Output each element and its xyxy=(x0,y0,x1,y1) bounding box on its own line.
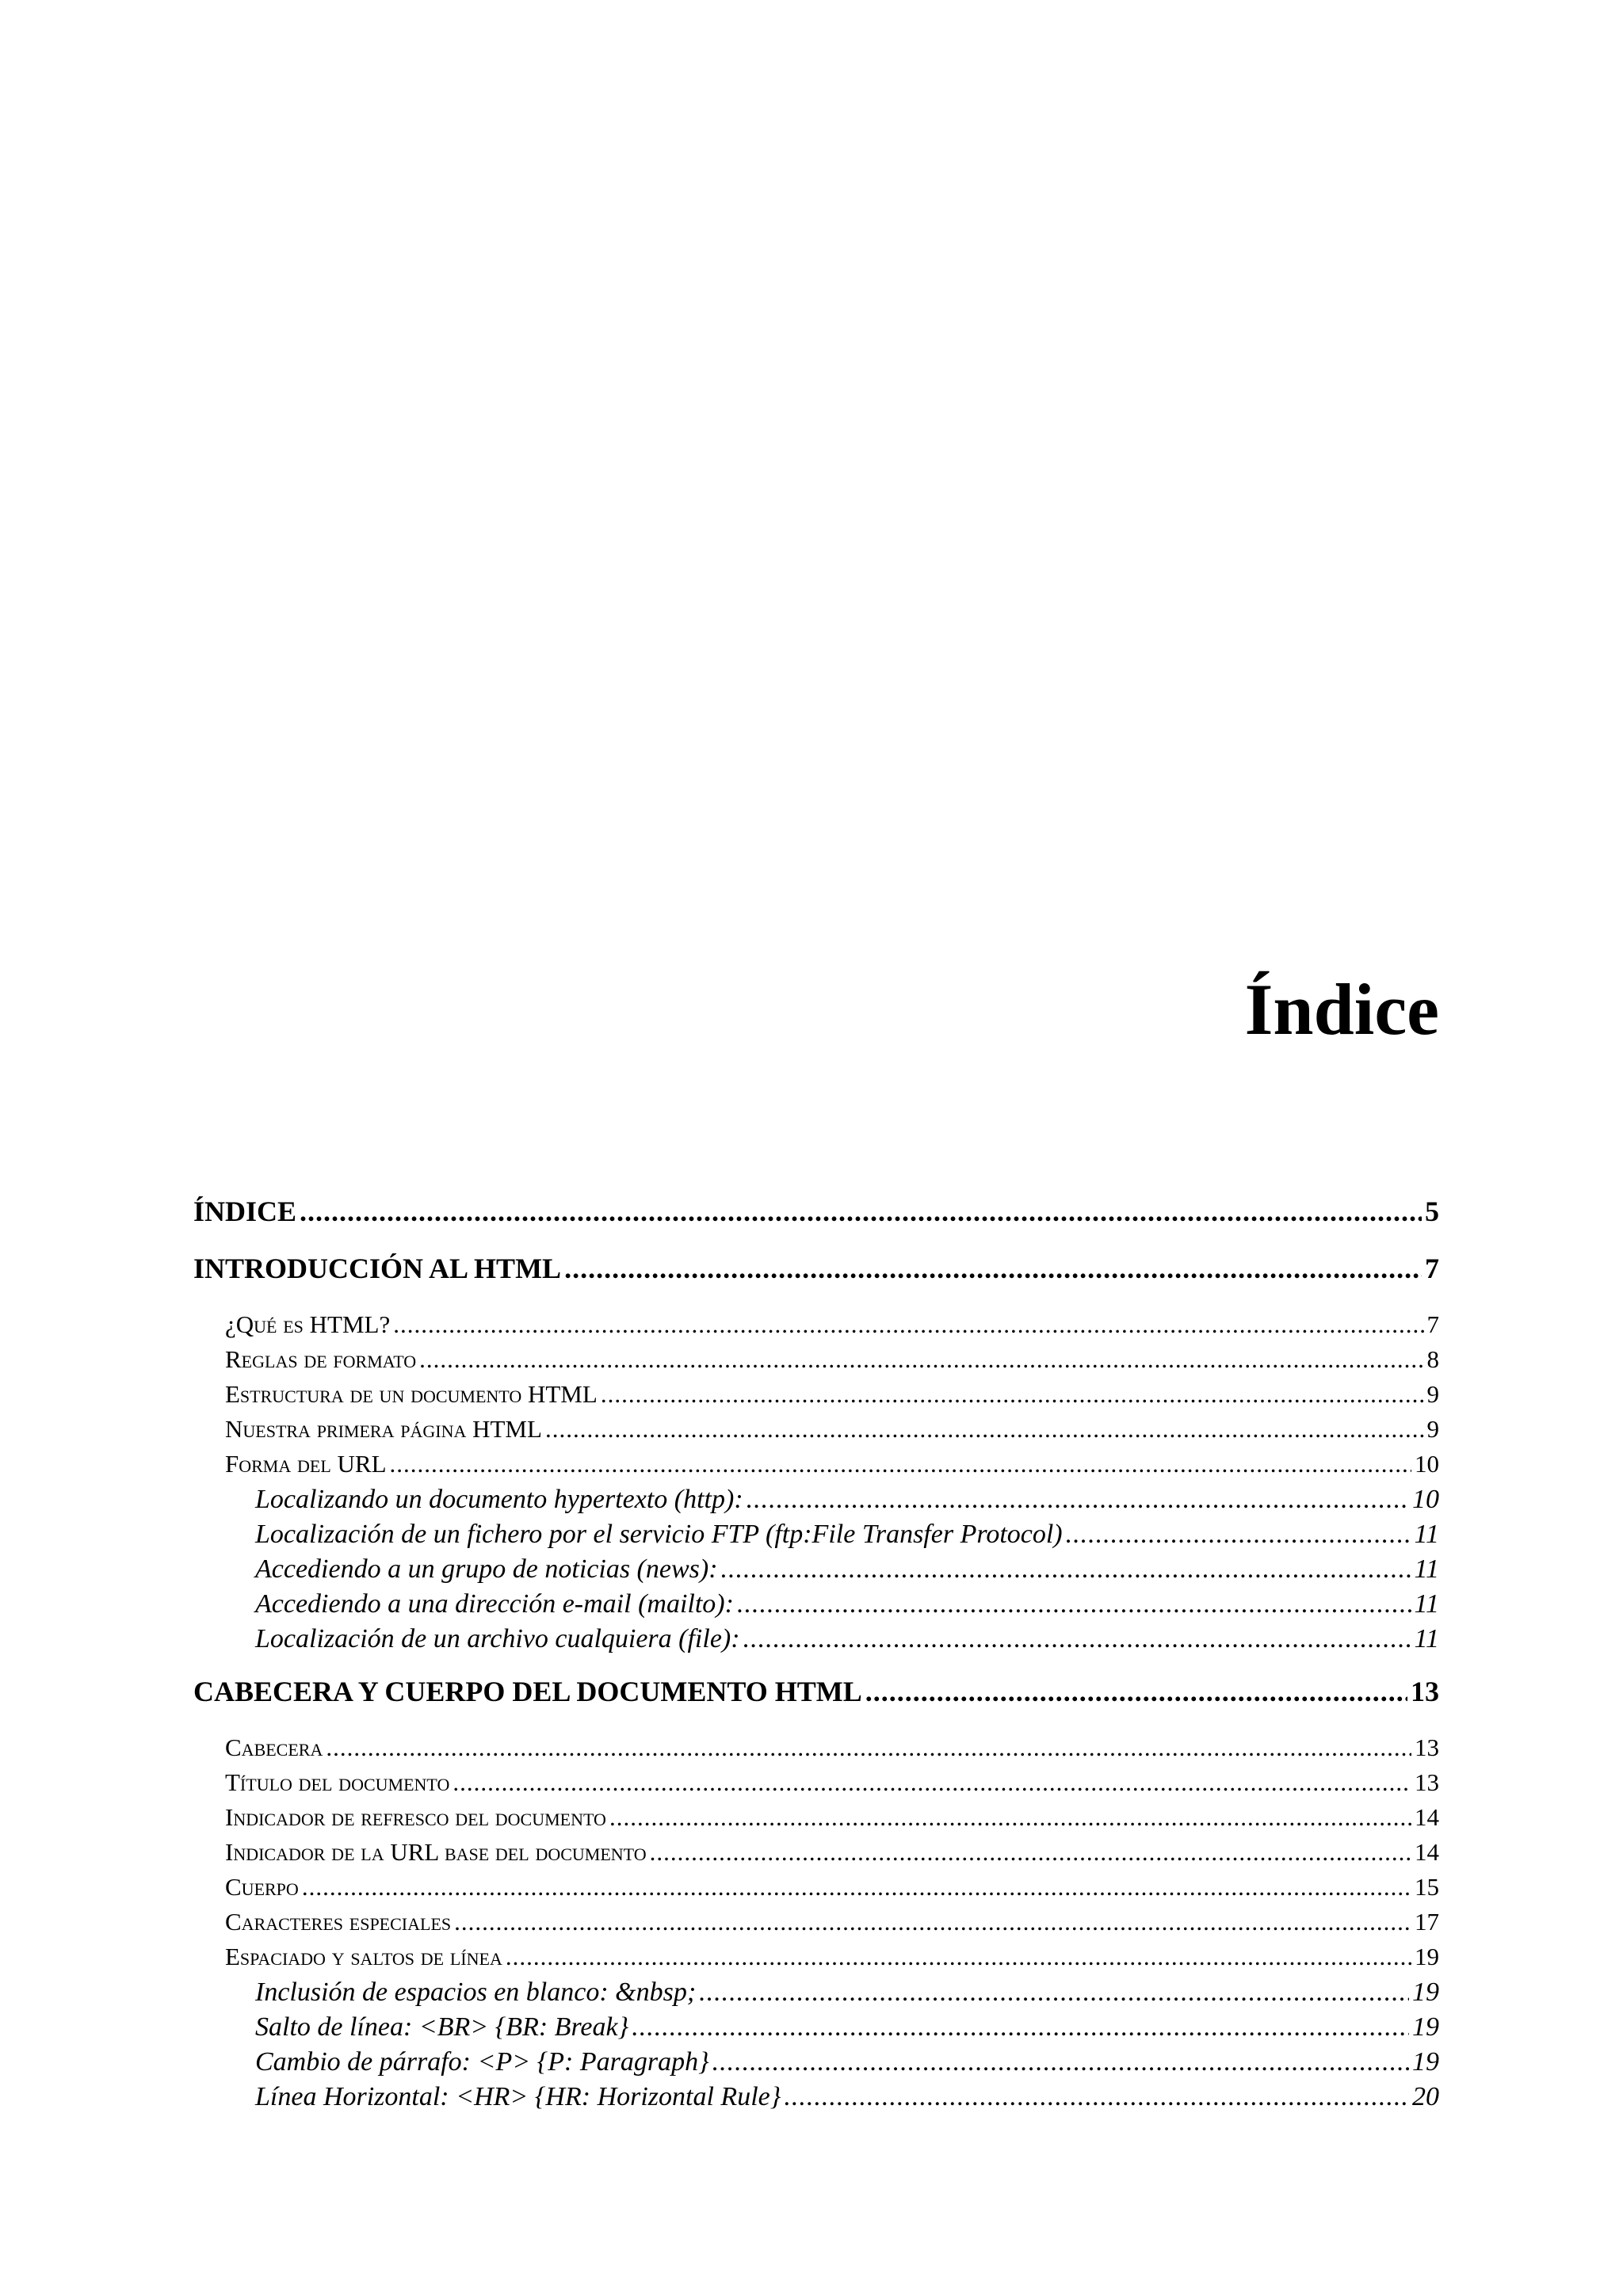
toc-subentry[interactable] xyxy=(193,1943,1439,1978)
toc-subentry[interactable] xyxy=(193,1380,1439,1415)
toc-entry-page: 14 xyxy=(1415,1838,1439,1866)
dot-leader xyxy=(865,1675,1407,1708)
toc-entry-page: 20 xyxy=(1412,2082,1439,2111)
toc-entry-page: 17 xyxy=(1415,1908,1439,1936)
toc-entry-page: 11 xyxy=(1414,1624,1439,1653)
toc-entry-page: 8 xyxy=(1426,1345,1439,1373)
toc-entry-page: 19 xyxy=(1415,1943,1439,1970)
toc-entry-title: Forma del URL xyxy=(225,1450,387,1478)
toc-entry-page: 19 xyxy=(1412,2012,1439,2042)
toc-subentry[interactable] xyxy=(193,1733,1439,1768)
dot-leader xyxy=(601,1380,1424,1409)
toc-entry-page: 7 xyxy=(1426,1310,1439,1338)
dot-leader xyxy=(699,1978,1409,2008)
toc-entry-title: Cabecera xyxy=(225,1733,323,1761)
dot-leader xyxy=(1066,1520,1411,1550)
toc-entry-title: Localizando un documento hypertexto (http): xyxy=(255,1485,743,1514)
toc-entry-page: 9 xyxy=(1426,1415,1439,1443)
dot-leader xyxy=(747,1485,1409,1515)
toc-entry-title: Nuestra primera página HTML xyxy=(225,1415,542,1443)
dot-leader xyxy=(784,2082,1409,2112)
toc-entry-title: Línea Horizontal: <HR> {HR: Horizontal Rule} xyxy=(255,2082,781,2111)
toc-subentry[interactable] xyxy=(193,1873,1439,1908)
dot-leader xyxy=(545,1415,1424,1444)
toc-subsubentry[interactable] xyxy=(193,1485,1439,1520)
toc-entry-title: Indicador de refresco del documento xyxy=(225,1803,606,1831)
toc-subentry[interactable] xyxy=(193,1450,1439,1485)
toc-entry-title: Cambio de párrafo: <P> {P: Paragraph} xyxy=(255,2047,709,2077)
toc-entry-cabecera-cuerpo[interactable] xyxy=(193,1675,1439,1716)
toc-entry-page: 13 xyxy=(1411,1676,1439,1707)
toc-entry-title: Título del documento xyxy=(225,1768,450,1796)
toc-subsubentry[interactable] xyxy=(193,1520,1439,1554)
toc-entry-page: 9 xyxy=(1426,1380,1439,1408)
dot-leader xyxy=(609,1803,1411,1832)
dot-leader xyxy=(419,1345,1423,1374)
dot-leader xyxy=(506,1943,1411,1971)
toc-subsubentry[interactable] xyxy=(193,1589,1439,1624)
toc-entry-title: Localización de un archivo cualquiera (file): xyxy=(255,1624,740,1653)
toc-entry-title: Localización de un fichero por el servicio FTP (ftp:File Transfer Protocol) xyxy=(255,1520,1063,1549)
toc-entry-title: Salto de línea: <BR> {BR: Break} xyxy=(255,2012,629,2042)
dot-leader xyxy=(390,1450,1411,1478)
toc-entry-page: 5 xyxy=(1425,1196,1439,1227)
dot-leader xyxy=(300,1195,1422,1228)
toc-subentry[interactable] xyxy=(193,1345,1439,1380)
toc-entry-page: 19 xyxy=(1412,2047,1439,2077)
dot-leader xyxy=(393,1310,1423,1339)
dot-leader xyxy=(721,1554,1411,1585)
toc-subentry[interactable] xyxy=(193,1415,1439,1450)
toc-entry-title: Accediendo a una dirección e-mail (mailto): xyxy=(255,1589,734,1619)
toc-subentry[interactable] xyxy=(193,1803,1439,1838)
page-title: Índice xyxy=(1244,969,1439,1050)
dot-leader xyxy=(632,2012,1409,2042)
dot-leader xyxy=(712,2047,1409,2077)
toc-entry-page: 10 xyxy=(1415,1450,1439,1478)
dot-leader xyxy=(454,1908,1411,1936)
toc-entry-page: 14 xyxy=(1415,1803,1439,1831)
toc-subsubentry[interactable] xyxy=(193,2047,1439,2082)
table-of-contents xyxy=(193,1195,1439,2117)
toc-entry-page: 11 xyxy=(1414,1554,1439,1584)
toc-subsubentry[interactable] xyxy=(193,1554,1439,1589)
toc-subentry[interactable] xyxy=(193,1838,1439,1873)
toc-subsubentry[interactable] xyxy=(193,2082,1439,2117)
toc-entry-title: Inclusión de espacios en blanco: &nbsp; xyxy=(255,1978,697,2007)
toc-entry-title: ÍNDICE xyxy=(193,1196,297,1227)
dot-leader xyxy=(453,1768,1411,1797)
toc-entry-title: Accediendo a un grupo de noticias (news): xyxy=(255,1554,718,1584)
toc-entry-page: 11 xyxy=(1414,1520,1439,1549)
toc-subentry[interactable] xyxy=(193,1768,1439,1803)
toc-entry-title: Indicador de la URL base del documento xyxy=(225,1838,647,1866)
toc-entry-page: 10 xyxy=(1412,1485,1439,1514)
toc-entry-title: Caracteres especiales xyxy=(225,1908,452,1936)
toc-entry-page: 19 xyxy=(1412,1978,1439,2007)
dot-leader xyxy=(737,1589,1411,1619)
toc-entry-introduccion[interactable] xyxy=(193,1252,1439,1293)
toc-entry-title: Cuerpo xyxy=(225,1873,299,1901)
toc-subentry[interactable] xyxy=(193,1310,1439,1345)
toc-entry-page: 7 xyxy=(1425,1253,1439,1284)
toc-entry-title: INTRODUCCIÓN AL HTML xyxy=(193,1253,562,1284)
toc-entry-title: CABECERA Y CUERPO DEL DOCUMENTO HTML xyxy=(193,1676,862,1707)
dot-leader xyxy=(650,1838,1411,1867)
toc-entry-page: 11 xyxy=(1414,1589,1439,1619)
toc-entry-title: Espaciado y saltos de línea xyxy=(225,1943,502,1970)
dot-leader xyxy=(302,1873,1411,1901)
dot-leader xyxy=(743,1624,1411,1654)
dot-leader xyxy=(564,1252,1422,1285)
toc-entry-page: 15 xyxy=(1415,1873,1439,1901)
dot-leader xyxy=(326,1733,1411,1762)
toc-entry-title: Reglas de formato xyxy=(225,1345,417,1373)
toc-entry-page: 13 xyxy=(1415,1768,1439,1796)
toc-subsubentry[interactable] xyxy=(193,1624,1439,1659)
toc-subsubentry[interactable] xyxy=(193,1978,1439,2012)
toc-subentry[interactable] xyxy=(193,1908,1439,1943)
toc-subsubentry[interactable] xyxy=(193,2012,1439,2047)
toc-entry-page: 13 xyxy=(1415,1733,1439,1761)
toc-entry-indice[interactable] xyxy=(193,1195,1439,1236)
toc-entry-title: ¿Qué es HTML? xyxy=(225,1310,391,1338)
toc-entry-title: Estructura de un documento HTML xyxy=(225,1380,598,1408)
